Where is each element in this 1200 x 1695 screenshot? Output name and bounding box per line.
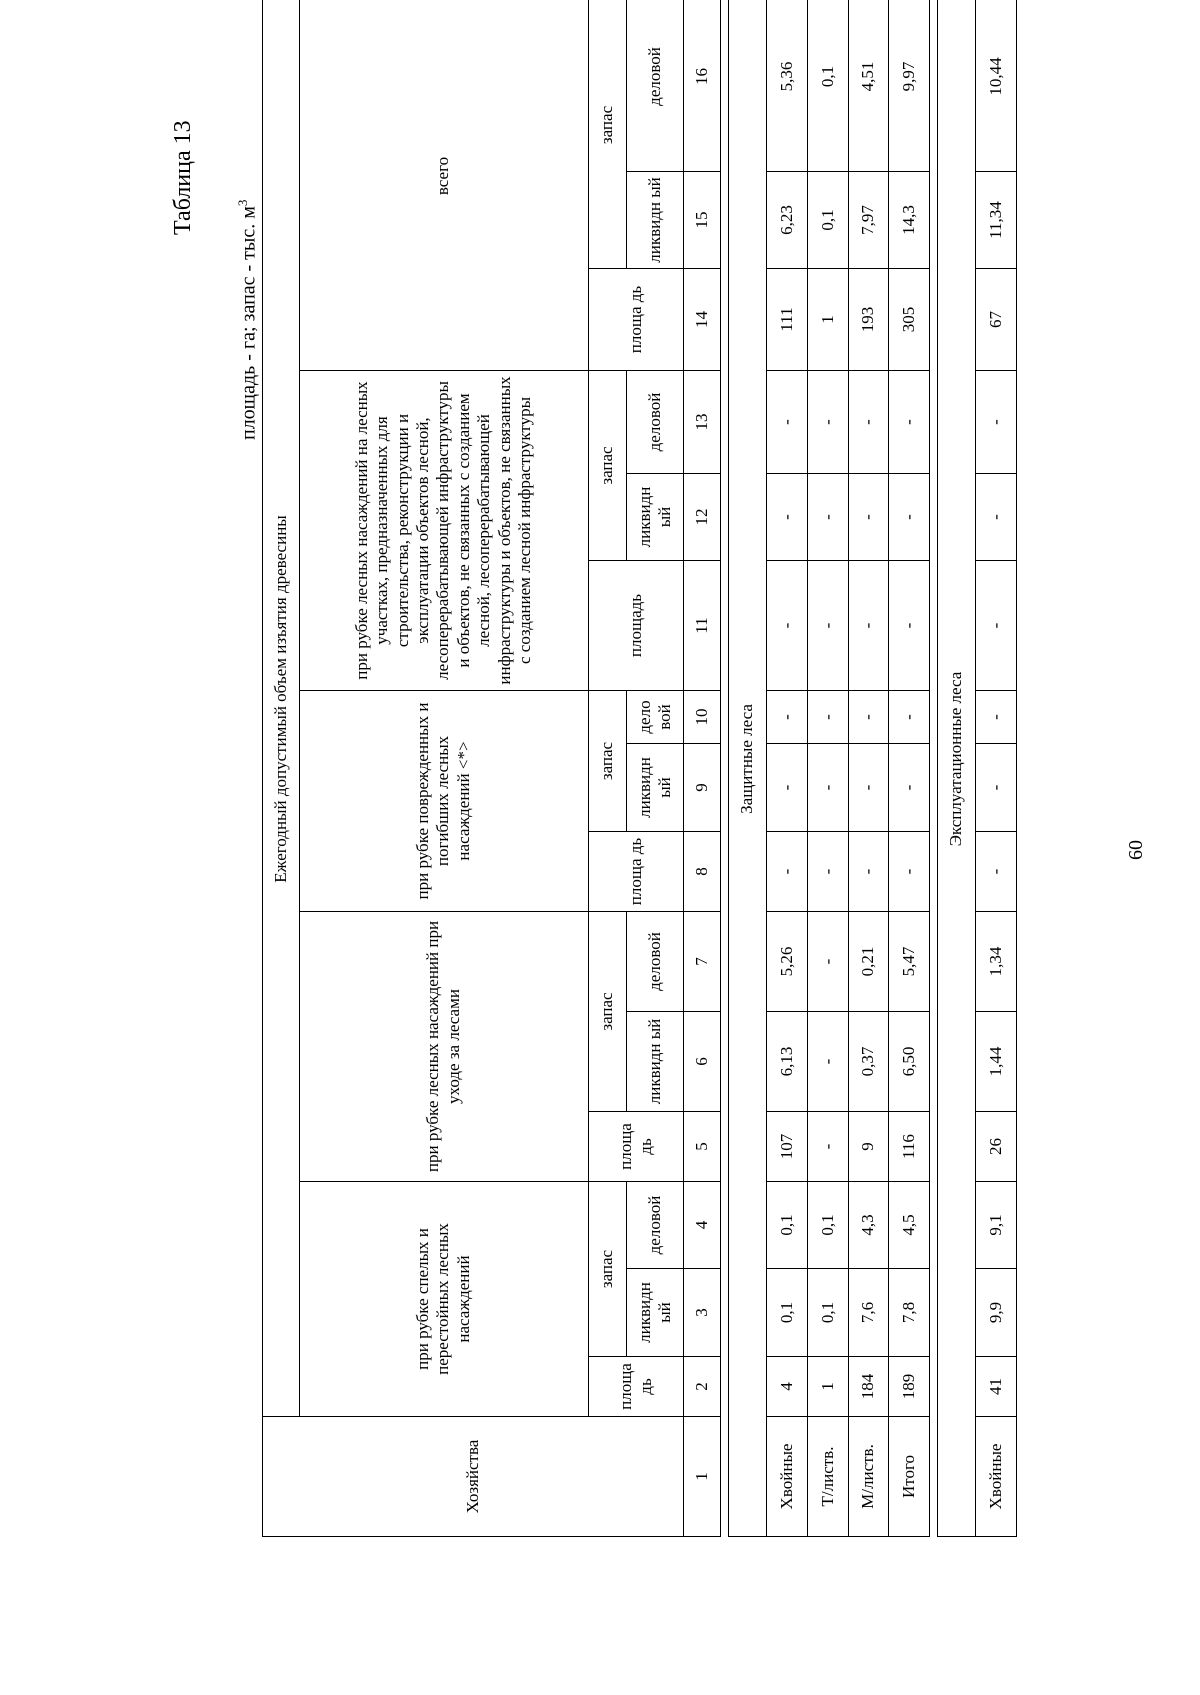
table-cell: - [848, 832, 889, 912]
table-cell: 0,21 [848, 912, 889, 1012]
header-mature: при рубке спелых и перестойных лесных насаждений [299, 1182, 588, 1417]
column-number: 2 [684, 1357, 721, 1417]
units-text: площадь - га; запас - тыс. м [237, 206, 260, 440]
table-cell: 6,50 [889, 1012, 930, 1112]
table-cell: - [807, 371, 848, 474]
header-liquid-1: ликвидн ый [627, 1269, 684, 1357]
table-cell: 9,97 [889, 0, 930, 172]
header-liquid-3: ликвидн ый [627, 744, 684, 832]
table-cell: 189 [889, 1357, 930, 1417]
row-label: М/листв. [848, 1417, 889, 1537]
table-cell: - [976, 691, 1017, 744]
column-number: 5 [684, 1112, 721, 1182]
table-cell: - [807, 474, 848, 561]
table-cell: 305 [889, 269, 930, 371]
table-cell: 9,1 [976, 1182, 1017, 1269]
section-row-exploitation [937, 0, 976, 1537]
header-liquid-4: ликвидн ый [627, 474, 684, 561]
table-cell: - [848, 691, 889, 744]
table-cell: 9 [848, 1112, 889, 1182]
units-note [235, 200, 261, 440]
table-cell: - [767, 832, 808, 912]
column-number: 6 [684, 1012, 721, 1112]
table-title: Таблица 13 [170, 120, 196, 235]
table-cell: - [767, 371, 808, 474]
section-row-protective [728, 0, 767, 1537]
table-cell: - [807, 912, 848, 1012]
table-cell: - [889, 371, 930, 474]
row-label: Хвойные [976, 1417, 1017, 1537]
header-business-2: деловой [627, 912, 684, 1012]
table-cell: - [889, 691, 930, 744]
header-business-5: деловой [627, 0, 684, 172]
table-cell: - [807, 1112, 848, 1182]
header-stock-5: запас [588, 0, 627, 269]
table-cell: 4,3 [848, 1182, 889, 1269]
table-cell: 7,6 [848, 1269, 889, 1357]
table-cell: 0,37 [848, 1012, 889, 1112]
table-cell: - [807, 561, 848, 691]
column-number: 1 [684, 1417, 721, 1537]
table-cell: - [807, 744, 848, 832]
table-cell: 1,44 [976, 1012, 1017, 1112]
header-group: Ежегодный допустимый объем изъятия древесины [263, 0, 300, 1417]
header-infrastructure: при рубке лесных насаждений на лесных участках, предназначенных для строительства, реконструкции и эксплуатации объектов лесной, лесоперерабатывающей инфраструктуры и объектов, не связанных с созданием лесной, лесоперерабатывающей инфраструктуры и объектов, не связанных с созданием лесной инфраструктуры [299, 371, 588, 691]
table-cell: 0,1 [807, 172, 848, 269]
table-cell: 0,1 [807, 1269, 848, 1357]
column-number: 8 [684, 832, 721, 912]
header-liquid-5: ликвидн ый [627, 172, 684, 269]
table-cell: - [848, 561, 889, 691]
table-cell: 6,23 [767, 172, 808, 269]
table-cell: - [767, 691, 808, 744]
header-stock-4: запас [588, 371, 627, 561]
table-cell: - [976, 832, 1017, 912]
column-number: 14 [684, 269, 721, 371]
exploitation-rows [976, 0, 1017, 1537]
table-cell: - [807, 832, 848, 912]
table-cell: 5,36 [767, 0, 808, 172]
table-cell: 0,1 [807, 1182, 848, 1269]
table-row [889, 0, 930, 1537]
header-area-2: площа дь [588, 1112, 683, 1182]
column-number: 10 [684, 691, 721, 744]
table-cell: 1,34 [976, 912, 1017, 1012]
section-exploitation: Эксплуатационные леса [937, 0, 976, 1537]
column-number: 9 [684, 744, 721, 832]
section-protective: Защитные леса [728, 0, 767, 1537]
table-cell: 41 [976, 1357, 1017, 1417]
forest-harvest-table [262, 0, 1017, 1537]
table-cell: 5,47 [889, 912, 930, 1012]
table-cell: - [848, 474, 889, 561]
table-cell: 10,44 [976, 0, 1017, 172]
header-stock-1: запас [588, 1182, 627, 1357]
header-business-1: деловой [627, 1182, 684, 1269]
table-cell: - [767, 744, 808, 832]
table-cell: 1 [807, 269, 848, 371]
units-superscript: 3 [235, 199, 250, 207]
header-area-1: площа дь [588, 1357, 683, 1417]
column-number: 13 [684, 371, 721, 474]
table-cell: 5,26 [767, 912, 808, 1012]
table-cell: 0,1 [807, 0, 848, 172]
table-cell: 26 [976, 1112, 1017, 1182]
table-row [807, 0, 848, 1537]
header-stock-2: запас [588, 912, 627, 1112]
column-number: 7 [684, 912, 721, 1012]
header-liquid-2: ликвидн ый [627, 1012, 684, 1112]
table-row [848, 0, 889, 1537]
table-cell: 111 [767, 269, 808, 371]
protective-rows [767, 0, 929, 1537]
column-number: 11 [684, 561, 721, 691]
row-label: Т/листв. [807, 1417, 848, 1537]
table-cell: - [807, 1012, 848, 1112]
table-cell: - [976, 474, 1017, 561]
table-cell: - [976, 561, 1017, 691]
table-cell: 7,97 [848, 172, 889, 269]
table-cell: 116 [889, 1112, 930, 1182]
table-cell: 67 [976, 269, 1017, 371]
table-cell: 107 [767, 1112, 808, 1182]
table-row [976, 0, 1017, 1537]
table-cell: - [889, 474, 930, 561]
table-cell: 4 [767, 1357, 808, 1417]
header-thinning: при рубке лесных насаждений при уходе за лесами [299, 912, 588, 1182]
row-label: Итого [889, 1417, 930, 1537]
table-cell: 9,9 [976, 1269, 1017, 1357]
table-cell: 1 [807, 1357, 848, 1417]
table-cell: 14,3 [889, 172, 930, 269]
table-cell: - [889, 561, 930, 691]
table-cell: 6,13 [767, 1012, 808, 1112]
table-cell: 193 [848, 269, 889, 371]
separator [720, 0, 728, 1537]
table-cell: - [889, 744, 930, 832]
header-farms: Хозяйства [263, 1417, 684, 1537]
header-area-3: площа дь [588, 832, 683, 912]
row-label: Хвойные [767, 1417, 808, 1537]
column-number: 16 [684, 0, 721, 172]
table-cell: 0,1 [767, 1182, 808, 1269]
table-cell: 4,5 [889, 1182, 930, 1269]
table-row [767, 0, 808, 1537]
table-cell: 7,8 [889, 1269, 930, 1357]
table-cell: - [848, 371, 889, 474]
table-cell: 11,34 [976, 172, 1017, 269]
header-stock-3: запас [588, 691, 627, 832]
header-damaged: при рубке поврежденных и погибших лесных насаждений <*> [299, 691, 588, 912]
table-cell: - [889, 832, 930, 912]
separator [929, 0, 937, 1537]
table-cell: - [976, 744, 1017, 832]
table-cell: - [807, 691, 848, 744]
header-area-4: площадь [588, 561, 683, 691]
header-business-4: деловой [627, 371, 684, 474]
column-number: 3 [684, 1269, 721, 1357]
table-cell: 4,51 [848, 0, 889, 172]
column-number: 4 [684, 1182, 721, 1269]
column-number: 12 [684, 474, 721, 561]
header-business-3: дело вой [627, 691, 684, 744]
table-cell: 184 [848, 1357, 889, 1417]
header-area-5: площа дь [588, 269, 683, 371]
header-total: всего [299, 0, 588, 371]
page-number: 60 [1125, 840, 1147, 860]
table-cell: - [767, 474, 808, 561]
column-number: 15 [684, 172, 721, 269]
table-cell: - [848, 744, 889, 832]
table-cell: - [767, 561, 808, 691]
column-number-row [684, 0, 721, 1537]
table-cell: - [976, 371, 1017, 474]
table-cell: 0,1 [767, 1269, 808, 1357]
